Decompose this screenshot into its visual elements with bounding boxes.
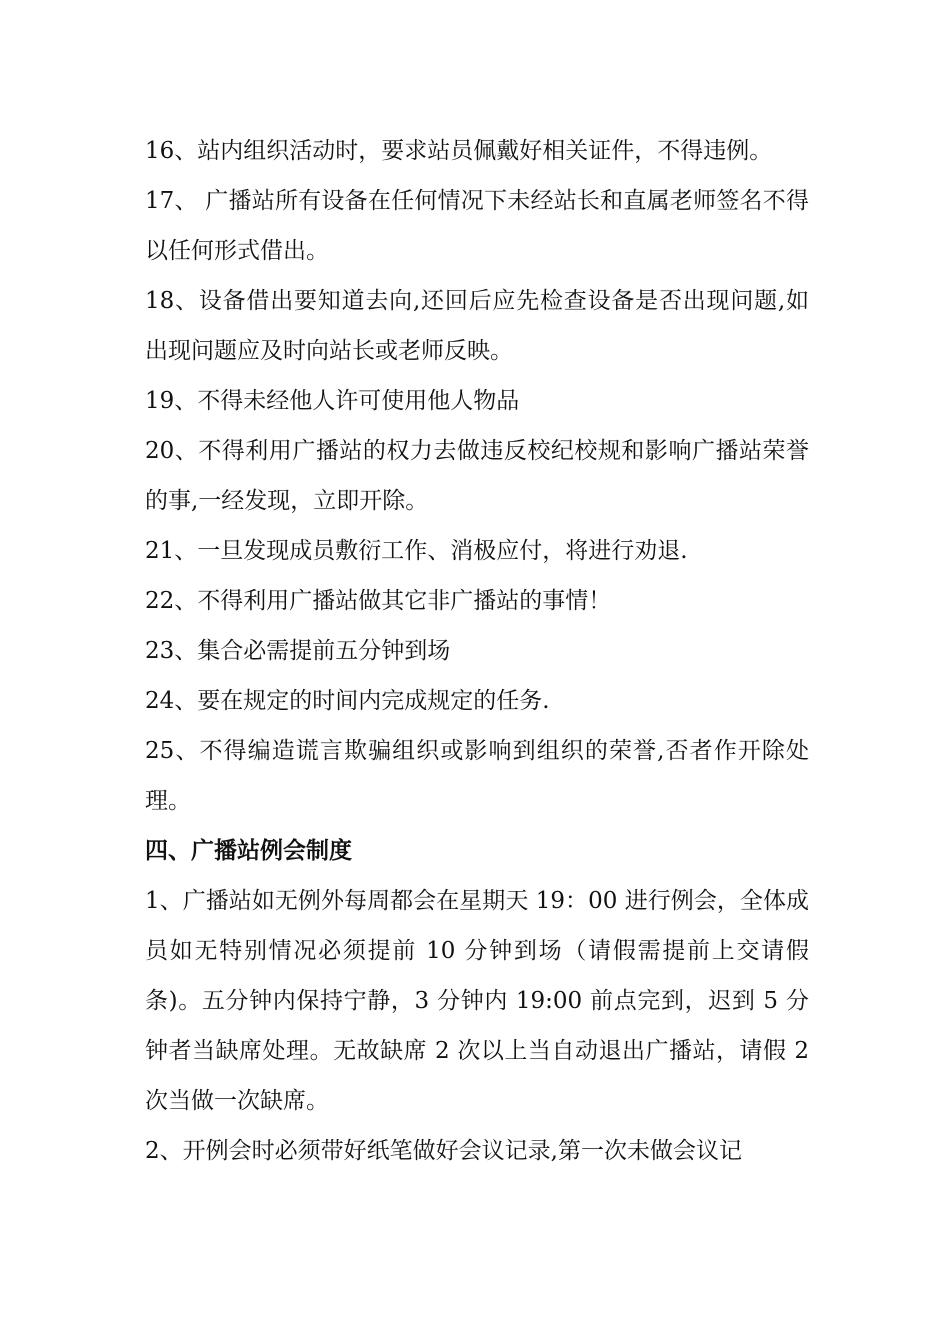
meeting-rule-1: 1、广播站如无例外每周都会在星期天 19：00 进行例会，全体成员如无特别情况必须提前 10 分钟到场（请假需提前上交请假条)。五分钟内保持宁静，3 分钟内 19:00 前点完到，迟到 5 分钟者当缺席处理。无故缺席 2 次以上当自动退出广播站，请假 2 次当做一次缺席。	[145, 888, 809, 1114]
section-heading: 四、广播站例会制度	[145, 837, 352, 864]
rule-16: 16、站内组织活动时，要求站员佩戴好相关证件，不得违例。	[145, 138, 773, 164]
rule-25: 25、不得编造谎言欺骗组织或影响到组织的荣誉,否者作开除处理。	[145, 738, 809, 814]
rule-24: 24、要在规定的时间内完成规定的任务.	[145, 688, 550, 714]
meeting-rule-2: 2、开例会时必须带好纸笔做好会议记录,第一次未做会议记	[145, 1138, 742, 1164]
rule-21: 21、一旦发现成员敷衍工作、消极应付，将进行劝退.	[145, 538, 688, 564]
rule-19: 19、不得未经他人许可使用他人物品	[145, 388, 520, 414]
rule-18: 18、设备借出要知道去向,还回后应先检查设备是否出现问题,如出现问题应及时向站长或老师反映。	[145, 288, 809, 364]
document-page	[145, 126, 809, 1176]
rule-22: 22、不得利用广播站做其它非广播站的事情！	[145, 588, 612, 614]
rule-20: 20、不得利用广播站的权力去做违反校纪校规和影响广播站荣誉的事,一经发现，立即开除。	[145, 438, 809, 514]
rule-23: 23、集合必需提前五分钟到场	[145, 638, 451, 664]
rule-17: 17、 广播站所有设备在任何情况下未经站长和直属老师签名不得以任何形式借出。	[145, 188, 809, 264]
